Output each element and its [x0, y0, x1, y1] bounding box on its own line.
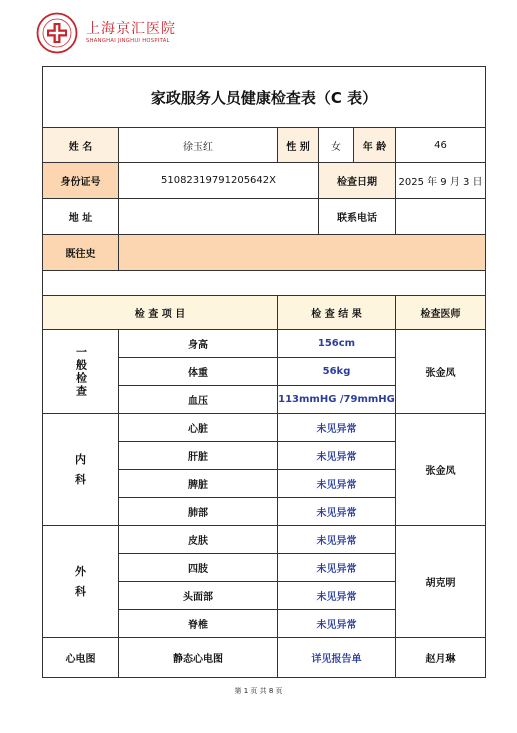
hospital-logo	[36, 12, 186, 58]
exam-item: 脾脏	[119, 470, 278, 498]
exam-item: 肝脏	[119, 442, 278, 470]
page-footer: 第 1 页 共 8 页	[234, 687, 283, 695]
surgery-label-2: 科	[75, 584, 86, 598]
exam-item: 皮肤	[119, 526, 278, 554]
col-doctor-header: 检查医师	[396, 296, 486, 330]
surgery-label-1: 外	[75, 564, 86, 578]
internal-label-2: 科	[75, 472, 86, 486]
exam-result: 未见异常	[278, 498, 396, 526]
exam-item: 脊椎	[119, 610, 278, 638]
exam-result: 未见异常	[278, 582, 396, 610]
date-value: 2025 年 9 月 3 日	[396, 163, 486, 199]
exam-item: 血压	[119, 386, 278, 414]
blank-row	[43, 271, 486, 296]
exam-item: 体重	[119, 358, 278, 386]
exam-result: 56kg	[278, 358, 396, 386]
ecg-doctor: 赵月琳	[396, 638, 486, 678]
phone-label: 联系电话	[319, 199, 396, 235]
id-label: 身份证号	[43, 163, 119, 199]
exam-item: 肺部	[119, 498, 278, 526]
exam-item: 四肢	[119, 554, 278, 582]
history-value	[119, 235, 486, 271]
exam-item: 身高	[119, 330, 278, 358]
exam-result: 未见异常	[278, 470, 396, 498]
exam-item: 头面部	[119, 582, 278, 610]
gender-value: 女	[319, 128, 354, 163]
name-value: 徐玉红	[119, 128, 278, 163]
phone-value	[396, 199, 486, 235]
surgery-doctor: 胡克明	[396, 526, 486, 638]
exam-result: 113mmHG /79mmHG	[278, 386, 396, 414]
name-label: 姓 名	[43, 128, 119, 163]
hospital-seal-icon	[36, 12, 78, 54]
internal-label-1: 内	[75, 452, 86, 466]
exam-result: 未见异常	[278, 414, 396, 442]
col-result-header: 检 查 结 果	[278, 296, 396, 330]
history-label: 既往史	[43, 235, 119, 271]
general-doctor: 张金凤	[396, 330, 486, 414]
ecg-label: 心电图	[43, 638, 119, 678]
ecg-item: 静态心电图	[119, 638, 278, 678]
col-item-header: 检 查 项 目	[43, 296, 278, 330]
health-check-form	[42, 66, 486, 678]
age-value: 46	[396, 128, 486, 163]
exam-result: 156cm	[278, 330, 396, 358]
date-label: 检查日期	[319, 163, 396, 199]
form-title: 家政服务人员健康检查表（C 表）	[43, 67, 486, 128]
ecg-result: 详见报告单	[278, 638, 396, 678]
id-value: 51082319791205642X	[119, 163, 319, 199]
hospital-name-en: SHANGHAI JINGHUI HOSPITAL	[86, 38, 170, 44]
exam-result: 未见异常	[278, 526, 396, 554]
exam-item: 心脏	[119, 414, 278, 442]
address-value	[119, 199, 319, 235]
exam-result: 未见异常	[278, 554, 396, 582]
general-exam-label: 一般检查	[43, 330, 119, 414]
address-label: 地 址	[43, 199, 119, 235]
age-label: 年 龄	[354, 128, 396, 163]
internal-doctor: 张金凤	[396, 414, 486, 526]
exam-result: 未见异常	[278, 442, 396, 470]
surgery-label	[43, 526, 119, 638]
hospital-name: 上海京汇医院	[86, 21, 176, 37]
internal-medicine-label	[43, 414, 119, 526]
exam-result: 未见异常	[278, 610, 396, 638]
gender-label: 性 别	[278, 128, 319, 163]
